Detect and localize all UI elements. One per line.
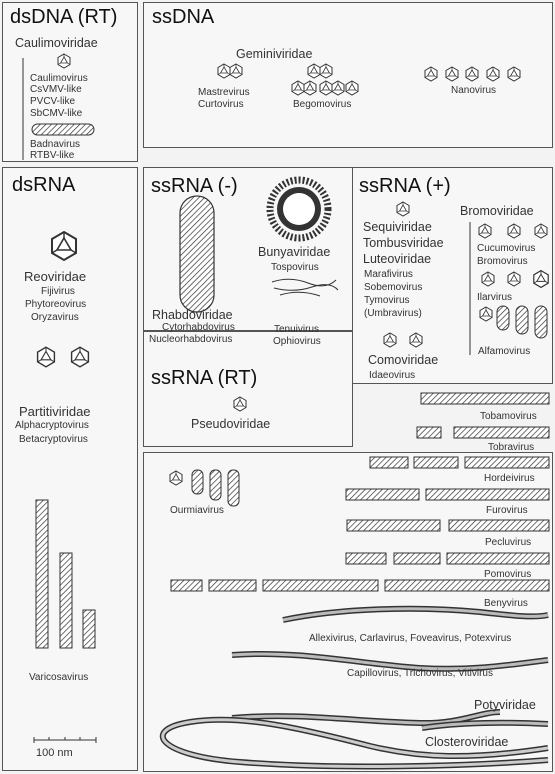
closteroviridae-label: Closteroviridae bbox=[425, 735, 509, 749]
ourmiavirus-bacilliform-icon bbox=[192, 470, 203, 494]
comovirus-particle-icon bbox=[384, 333, 396, 347]
begomovirus-particle-icon bbox=[292, 81, 304, 95]
sequivirus-particle-icon bbox=[397, 202, 409, 216]
scale-bar-label: 100 nm bbox=[36, 747, 73, 759]
pecluvirus-label: Pecluvirus bbox=[485, 537, 532, 548]
varicosavirus-rod-long-icon bbox=[36, 500, 48, 648]
cucumovirus-particle-icon bbox=[535, 224, 547, 238]
hordeivirus-rod-icon bbox=[465, 457, 549, 468]
alfamovirus-particle-icon bbox=[480, 307, 492, 321]
varicosavirus-rod-mid-icon bbox=[60, 553, 72, 648]
ssdna-header: ssDNA bbox=[152, 6, 215, 28]
bunyaviridae-label: Bunyaviridae bbox=[258, 245, 331, 259]
alfamovirus-bacilliform-icon bbox=[535, 306, 547, 338]
pomovirus-rod-icon bbox=[346, 553, 386, 564]
partitiviridae-label: Partitiviridae bbox=[19, 404, 91, 419]
genus-label: Curtovirus bbox=[198, 99, 244, 110]
benyvirus-rod-icon bbox=[171, 580, 202, 591]
ilarvirus-particle-icon bbox=[482, 272, 494, 286]
begomovirus-particle-icon bbox=[332, 81, 344, 95]
genus-label: (Umbravirus) bbox=[364, 308, 422, 319]
geminiviridae-label: Geminiviridae bbox=[236, 47, 313, 61]
idaeovirus-label: Idaeovirus bbox=[369, 370, 416, 381]
rhabdoviridae-label: Rhabdoviridae bbox=[152, 308, 233, 322]
ssrna-pos-header: ssRNA (+) bbox=[359, 175, 451, 197]
nanovirus-particle-icon bbox=[466, 67, 478, 81]
caulimoviridae-label: Caulimoviridae bbox=[15, 36, 98, 50]
varicosavirus-rod-short-icon bbox=[83, 610, 95, 648]
genus-label: Marafivirus bbox=[364, 269, 413, 280]
pomovirus-label: Pomovirus bbox=[484, 569, 532, 580]
pomovirus-rod-icon bbox=[394, 553, 440, 564]
genus-label: RTBV-like bbox=[30, 150, 75, 161]
benyvirus-rod-icon bbox=[385, 580, 549, 591]
genus-label: Tenuivirus bbox=[274, 324, 320, 335]
ourmiavirus-particle-icon bbox=[170, 471, 182, 485]
alfamovirus-bacilliform-icon bbox=[516, 306, 528, 334]
partitivirus-particle-icon bbox=[38, 347, 55, 367]
hordeivirus-label: Hordeivirus bbox=[484, 473, 535, 484]
benyvirus-label: Benyvirus bbox=[484, 598, 528, 609]
luteoviridae-label: Luteoviridae bbox=[363, 252, 432, 266]
benyvirus-rod-icon bbox=[263, 580, 378, 591]
tenuivirus-filament-icon bbox=[272, 279, 338, 296]
comovirus-particle-icon bbox=[410, 333, 422, 347]
pecluvirus-rod-icon bbox=[347, 520, 440, 531]
genus-label: Cucumovirus bbox=[477, 243, 536, 254]
nanovirus-label: Nanovirus bbox=[451, 85, 497, 96]
genus-label: Phytoreovirus bbox=[25, 299, 87, 310]
cucumovirus-particle-icon bbox=[508, 224, 520, 238]
geminate-particle-icon bbox=[320, 64, 332, 78]
comoviridae-label: Comoviridae bbox=[368, 353, 439, 367]
badnavirus-rod-icon bbox=[32, 124, 94, 135]
pomovirus-rod-icon bbox=[447, 553, 549, 564]
genus-label: Ilarvirus bbox=[477, 292, 513, 303]
hordeivirus-rod-icon bbox=[414, 457, 458, 468]
nanovirus-particle-icon bbox=[487, 67, 499, 81]
genus-label: Fijivirus bbox=[41, 286, 75, 297]
genus-label: Ophiovirus bbox=[273, 336, 321, 347]
caulimovirus-particle-icon bbox=[58, 54, 70, 68]
tobravirus-long-rod-icon bbox=[454, 427, 549, 438]
tospovirus-label: Tospovirus bbox=[271, 262, 319, 273]
bromoviridae-label: Bromoviridae bbox=[460, 204, 534, 218]
dsrna-header: dsRNA bbox=[12, 174, 76, 196]
tobravirus-short-rod-icon bbox=[417, 427, 441, 438]
reovirus-particle-icon bbox=[52, 232, 76, 260]
genus-label: Alphacryptovirus bbox=[15, 420, 89, 431]
sequiviridae-label: Sequiviridae bbox=[363, 220, 432, 234]
cucumovirus-particle-icon bbox=[479, 224, 491, 238]
pseudovirus-particle-icon bbox=[234, 397, 246, 411]
genus-label: Cytorhabdovirus bbox=[162, 322, 235, 333]
benyvirus-rod-icon bbox=[209, 580, 256, 591]
ssrna-rt-header: ssRNA (RT) bbox=[151, 367, 258, 389]
genus-label: Tymovirus bbox=[364, 295, 410, 306]
genus-label: Mastrevirus bbox=[198, 87, 250, 98]
rhabdovirus-bullet-icon bbox=[180, 196, 214, 312]
tobamovirus-label: Tobamovirus bbox=[480, 411, 537, 422]
potexvirus-group-label: Allexivirus, Carlavirus, Foveavirus, Potexvirus bbox=[309, 633, 512, 644]
tobamovirus-rod-icon bbox=[421, 393, 549, 404]
pseudoviridae-label: Pseudoviridae bbox=[191, 417, 271, 431]
bunyavirus-particle-icon bbox=[270, 180, 328, 238]
nanovirus-particle-icon bbox=[508, 67, 520, 81]
reoviridae-label: Reoviridae bbox=[24, 269, 87, 284]
ssrna-neg-header: ssRNA (-) bbox=[151, 175, 238, 197]
nanovirus-particle-icon bbox=[425, 67, 437, 81]
genus-label: Betacryptovirus bbox=[19, 434, 88, 445]
ourmiavirus-bacilliform-icon bbox=[228, 470, 239, 506]
ourmiavirus-label: Ourmiavirus bbox=[170, 505, 224, 516]
ourmiavirus-bacilliform-icon bbox=[210, 470, 221, 500]
partitivirus-particle-icon bbox=[72, 347, 89, 367]
geminate-particle-icon bbox=[308, 64, 320, 78]
pecluvirus-rod-icon bbox=[449, 520, 549, 531]
mastrevirus-geminate-icon bbox=[230, 64, 242, 78]
genus-label: PVCV-like bbox=[30, 96, 76, 107]
genus-label: SbCMV-like bbox=[30, 108, 83, 119]
trichovirus-group-label: Capillovirus, Trichovirus, Vitivirus bbox=[347, 668, 493, 679]
begomovirus-particle-icon bbox=[346, 81, 358, 95]
begomovirus-particle-icon bbox=[304, 81, 316, 95]
furovirus-rod-icon bbox=[346, 489, 419, 500]
genus-label: Bromovirus bbox=[477, 256, 528, 267]
dsdna-rt-header: dsDNA (RT) bbox=[10, 6, 118, 28]
hordeivirus-rod-icon bbox=[370, 457, 408, 468]
genus-label: Nucleorhabdovirus bbox=[149, 334, 233, 345]
genus-label: Sobemovirus bbox=[364, 282, 423, 293]
alfamovirus-bacilliform-icon bbox=[497, 306, 509, 330]
ilarvirus-particle-icon bbox=[508, 272, 520, 286]
furovirus-label: Furovirus bbox=[486, 505, 528, 516]
tobravirus-label: Tobravirus bbox=[488, 442, 535, 453]
furovirus-rod-icon bbox=[426, 489, 549, 500]
ilarvirus-particle-icon bbox=[534, 271, 548, 288]
genus-label: Oryzavirus bbox=[31, 312, 79, 323]
begomovirus-particle-icon bbox=[320, 81, 332, 95]
mastrevirus-geminate-icon bbox=[218, 64, 230, 78]
scale-bar-icon bbox=[34, 737, 96, 743]
genus-label: Badnavirus bbox=[30, 139, 81, 150]
begomovirus-label: Begomovirus bbox=[293, 99, 352, 110]
genus-label: Caulimovirus bbox=[30, 73, 88, 84]
varicosavirus-label: Varicosavirus bbox=[29, 672, 89, 683]
potyviridae-label: Potyviridae bbox=[474, 698, 536, 712]
genus-label: Alfamovirus bbox=[478, 346, 531, 357]
genus-label: CsVMV-like bbox=[30, 84, 82, 95]
nanovirus-particle-icon bbox=[446, 67, 458, 81]
tombusviridae-label: Tombusviridae bbox=[363, 236, 444, 250]
